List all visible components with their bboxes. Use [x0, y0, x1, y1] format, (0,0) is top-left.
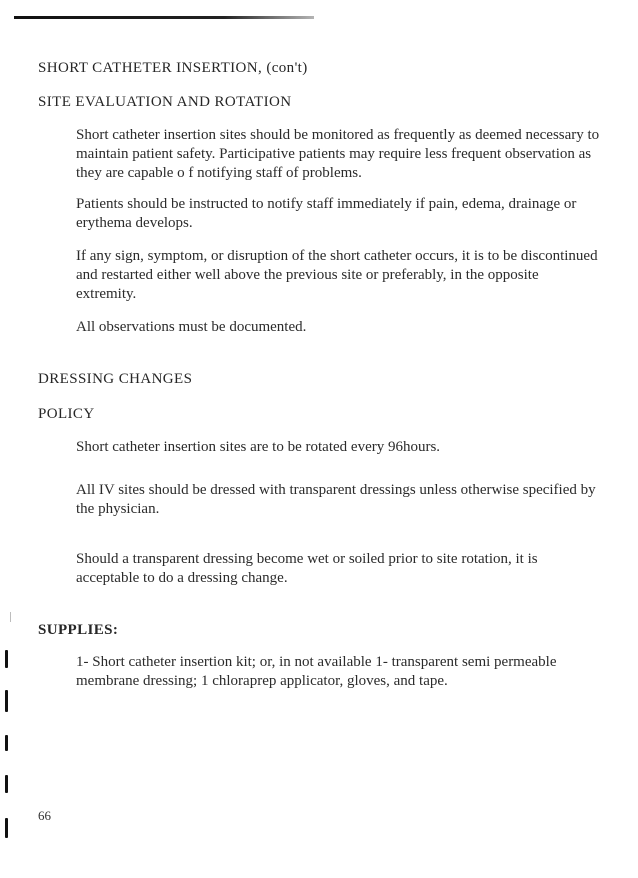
- paragraph-notify-staff: Patients should be instructed to notify staff immediately if pain, edema, drainage or erythema develops.: [76, 196, 577, 231]
- section-heading-policy: POLICY: [38, 406, 95, 422]
- margin-mark: [5, 650, 8, 668]
- margin-mark: [5, 690, 8, 712]
- page-number: 66: [38, 808, 51, 823]
- top-rule: [14, 16, 314, 19]
- margin-mark: [5, 775, 8, 793]
- section-heading-supplies: SUPPLIES:: [38, 622, 119, 638]
- paragraph-dressing-change: Should a transparent dressing become wet or soiled prior to site rotation, it is acceptable to do a dressing change.: [76, 551, 538, 586]
- section-heading-site-evaluation: SITE EVALUATION AND ROTATION: [38, 94, 292, 110]
- paragraph-documentation: All observations must be documented.: [76, 319, 307, 335]
- paragraph-rotation: Short catheter insertion sites are to be rotated every 96hours.: [76, 439, 441, 455]
- scan-speck: [10, 612, 11, 622]
- paragraph-transparent-dressings: All IV sites should be dressed with transparent dressings unless otherwise specified by the physician.: [76, 482, 596, 517]
- paragraph-disruption: If any sign, symptom, or disruption of the short catheter occurs, it is to be discontinued and restarted either well above the previous site or preferably, in the opposite extremity.: [76, 248, 598, 302]
- margin-mark: [5, 818, 8, 838]
- paragraph-monitoring: Short catheter insertion sites should be monitored as frequently as deemed necessary to maintain patient safety. Participative patients may require less frequent observation as they are capable o f notifying staff of problems.: [76, 127, 600, 181]
- margin-mark: [5, 735, 8, 751]
- section-heading-dressing-changes: DRESSING CHANGES: [38, 371, 193, 387]
- paragraph-supplies-list: 1- Short catheter insertion kit; or, in not available 1- transparent semi permeable membrane dressing; 1 chloraprep applicator, gloves, and tape.: [76, 654, 557, 689]
- document-title: SHORT CATHETER INSERTION, (con't): [38, 60, 308, 76]
